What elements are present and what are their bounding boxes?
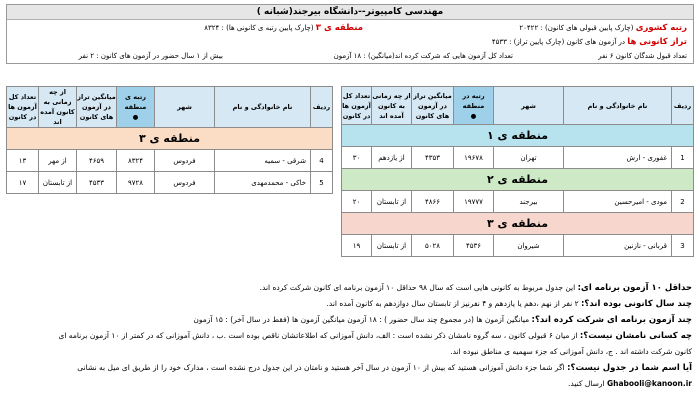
region-value: (چارک پایین رتبه ی کانونی ها) : ۸۳۲۴ <box>204 24 314 32</box>
national-rank-label: رتبه کشوری <box>635 23 687 33</box>
note-answer: اگر شما جزء دانش آموزانی هستید که بیش از ۱۰ آزمون در سال آخر هستید و نامتان در این جدول درج نشده است ، مدارک خود را از طریق ای میل به نشانی <box>77 363 565 372</box>
table-row <box>7 172 333 194</box>
cell-avg: ۵۰۲۸ <box>412 235 454 257</box>
cell-total: ۲۰ <box>342 191 372 213</box>
cell-rank: ۱۹۷۷۷ <box>454 191 494 213</box>
note-min-exams <box>8 280 692 296</box>
cell-city: تهران <box>494 147 564 169</box>
cell-since: از مهر <box>39 150 77 172</box>
avg-exams: تعداد کل آزمون هایی که شرکت کرده اند(میانگین) : ۱۸ آزمون <box>333 52 513 60</box>
cell-row: 4 <box>311 150 333 172</box>
zone-heading-3: منطقه ی ۳ <box>7 128 333 150</box>
note-question: چند آزمون برنامه ای شرکت کرده اند؟: <box>531 315 692 325</box>
header-avg: میانگین تراز در آزمون های کانون <box>412 87 454 125</box>
kanoon-level-info <box>492 36 687 48</box>
header-rank: رتبه ی منطقه ● <box>117 87 155 128</box>
note-question: چند سال کانونی بوده اند؟: <box>581 299 692 309</box>
cell-total: ۱۷ <box>7 172 39 194</box>
header-since: از چه زمانی به کانون آمده اند <box>372 87 412 125</box>
cell-city: بیرجند <box>494 191 564 213</box>
note-missing-cont: کانون شرکت داشته اند . ج، دانش آموزانی که جزء سهمیه ی مناطق نبوده اند. <box>450 347 692 356</box>
cell-name: قربانی - نازنین <box>564 235 672 257</box>
header-row: ردیف <box>672 87 694 125</box>
cell-total: ۳۰ <box>342 147 372 169</box>
over-year-count: بیش از ۱ سال حضور در آزمون های کانون : ۲ نفر <box>78 52 223 60</box>
cell-name: شرقی - سمیه <box>215 150 311 172</box>
summary-header <box>6 4 694 64</box>
note-question: چه کسانی نامشان نیست؟: <box>579 331 692 341</box>
cell-name: مودی - امیرحسین <box>564 191 672 213</box>
table-row <box>342 147 694 169</box>
header-avg: میانگین تراز در آزمون های کانون <box>77 87 117 128</box>
cell-total: ۱۹ <box>342 235 372 257</box>
header-city: شهر <box>494 87 564 125</box>
note-answer: ارسال کنید. <box>568 379 605 388</box>
zone-heading-1: منطقه ی ۱ <box>342 125 694 147</box>
note-answer: میانگین آزمون ها (در مجموع چند سال حضور ) : ۱۸ آزمون میانگین آزمون ها (فقط در سال آخر) : ۱۵ آزمون <box>193 315 530 324</box>
header-name: نام خانوادگی و نام <box>564 87 672 125</box>
accepted-count: تعداد قبول شدگان کانون ۶ نفر <box>598 52 687 60</box>
header-since: از چه زمانی به کانون آمده اند <box>40 88 75 126</box>
region-label: منطقه ی ۳ <box>315 23 363 33</box>
header-rank: رتبه در منطقه ● <box>454 87 494 125</box>
cell-rank: ۹۷۲۸ <box>117 172 155 194</box>
note-exam-count <box>8 312 692 328</box>
cell-avg: ۴۳۵۳ <box>412 147 454 169</box>
note-not-listed <box>8 360 692 376</box>
left-results-table <box>6 86 333 194</box>
right-results-table <box>341 86 694 257</box>
email-link[interactable]: Ghabooli@kanoon.ir <box>606 379 692 388</box>
note-question: حداقل ۱۰ آزمون برنامه ای: <box>577 283 692 293</box>
header-row: ردیف <box>311 87 333 128</box>
zone-heading-2: منطقه ی ۲ <box>342 169 694 191</box>
region-info <box>204 22 363 34</box>
national-rank-info <box>519 22 687 34</box>
note-answer: ۲ نفر از نهم ،دهم یا یازدهم و ۴ نفرنیز از تابستان سال دوازدهم به کانون آمده اند. <box>326 299 579 308</box>
cell-name: خاکی - محمدمهدی <box>215 172 311 194</box>
note-question: آیا اسم شما در جدول نیست؟: <box>567 363 692 373</box>
cell-avg: ۴۶۵۹ <box>77 150 117 172</box>
cell-row: 1 <box>672 147 694 169</box>
cell-rank: ۱۹۶۷۸ <box>454 147 494 169</box>
kanoon-level-value: در آزمون های کانون (چارک پایین تراز) : ۴۵۳۳ <box>491 38 626 46</box>
page-title: مهندسی کامپیوتر--دانشگاه بیرجند(شبانه ) <box>7 5 693 20</box>
cell-rank: ۴۵۳۶ <box>454 235 494 257</box>
cell-name: غفوری - ارش <box>564 147 672 169</box>
table-row <box>7 150 333 172</box>
header-city: شهر <box>155 87 215 128</box>
cell-avg: ۴۵۳۳ <box>77 172 117 194</box>
cell-city: فردوس <box>155 172 215 194</box>
note-send <box>8 376 692 392</box>
cell-total: ۱۳ <box>7 150 39 172</box>
note-years <box>8 296 692 312</box>
cell-rank: ۸۳۲۴ <box>117 150 155 172</box>
kanoon-level-label: تراز کانونی ها <box>627 37 687 47</box>
cell-since: از تابستان <box>372 235 412 257</box>
cell-row: 5 <box>311 172 333 194</box>
cell-row: 3 <box>672 235 694 257</box>
notes-section <box>8 280 692 392</box>
zone-heading-3: منطقه ی ۳ <box>342 213 694 235</box>
cell-since: از تابستان <box>372 191 412 213</box>
header-total: تعداد کل آزمون ها در کانون <box>342 87 372 125</box>
note-missing <box>8 328 692 344</box>
cell-avg: ۴۸۶۶ <box>412 191 454 213</box>
cell-since: از یازدهم <box>372 147 412 169</box>
header-total: تعداد کل آزمون ها در کانون <box>7 87 39 128</box>
cell-row: 2 <box>672 191 694 213</box>
cell-city: شیروان <box>494 235 564 257</box>
note-answer: این جدول مربوط به کانونی هایی است که سال ۹۸ حداقل ۱۰ آزمون برنامه ای کانون شرکت کرده اند. <box>259 283 576 292</box>
table-row <box>342 191 694 213</box>
national-rank-value: (چارک پایین قبولی های کانون) : ۲۰۴۲۲ <box>519 24 634 32</box>
note-answer: از میان ۶ قبولی کانون ، سه گروه نامشان ذکر نشده است : الف، دانش آموزانی که اطلاعاتشان ناقص بوده است .ب ، دانش آموزانی که در کمتر از ۱۰ آزمون برنامه ای <box>58 331 578 340</box>
table-row <box>342 235 694 257</box>
cell-city: فردوس <box>155 150 215 172</box>
cell-since: از تابستان <box>39 172 77 194</box>
header-name: نام خانوادگی و نام <box>215 87 311 128</box>
